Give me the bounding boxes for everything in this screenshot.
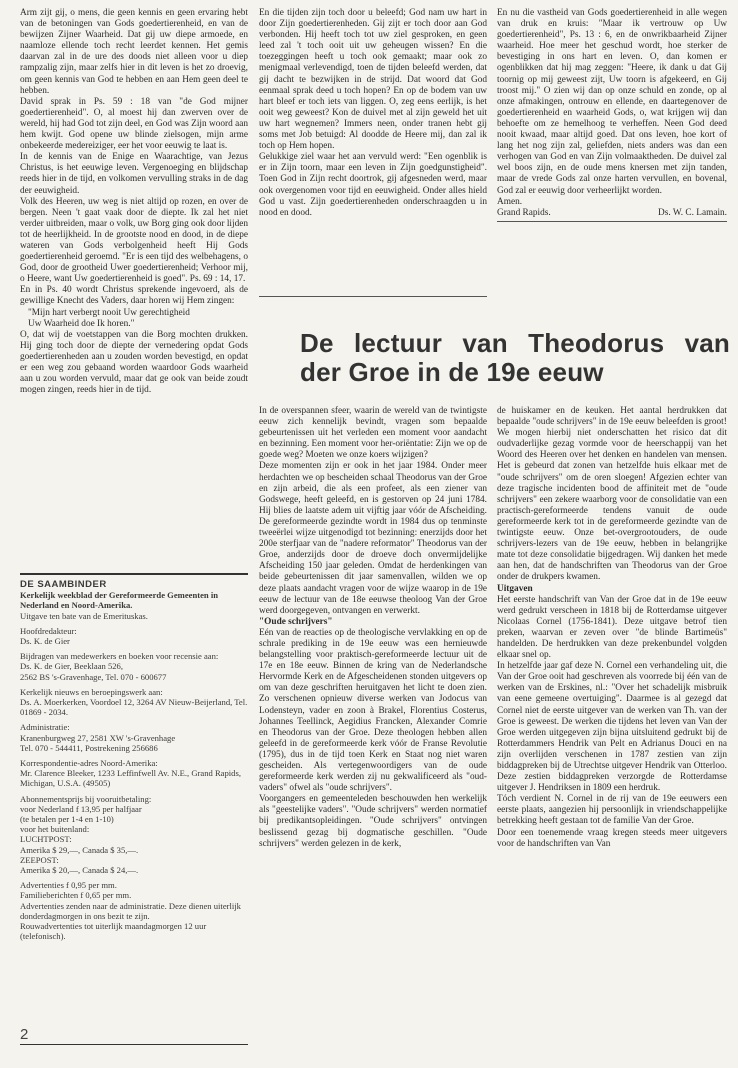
admin-phone: Tel. 070 - 544411, Postrekening 256686 [20,742,158,753]
paragraph: O, dat wij de voetstappen van die Borg mochten drukken. Hij ging toch door de diepte der vernedering opdat Gods goedertierenheden aan u zouden worden bevestigd, en opdat er een weg zou gebaand worden waardoor Gods waarheid aan u zou worden vervuld, maar dat ge ook van beide zoudt mogen zingen, reeds hier in de tijd. [20,329,248,396]
signature-author: Ds. W. C. Lamain. [658,207,727,218]
paragraph: Volk des Heeren, uw weg is niet altijd op rozen, en over de bergen. Neen 't gaat vaak door de diepte. Ik zal het niet verder uitbreiden, maar o volk, uw Borg ging ook door lijden tot de heerlijkheid. In de grootste nood en dood, in de diepe wateren van Gods verbolgenheid heeft Hij Gods goedertierenheid geroemd. "Er is een tijd des welbehagens, o God, door de grootheid Uwer goedertierenheid; Verhoor mij, o Heere, want Uw goedertierenheid is goed". Ps. 69 : 14, 17. [20,196,248,285]
psalm-quote-line: Uw Waarheid doe Ik horen." [28,318,135,329]
publication-benefit: Uitgave ten bate van de Emerituskas. [20,610,148,621]
editor-name: Ds. K. de Gier [20,636,70,647]
contrib-address: 2562 BS 's-Gravenhage, Tel. 070 - 600677 [20,671,167,682]
headline-line-1: De lectuur van Theodorus van [300,328,730,358]
subscription-line: voor het buitenland: [20,824,90,835]
colophon-box [20,573,248,1045]
headline-line-2: der Groe in de 19e eeuw [300,357,604,387]
article-column-left [259,406,487,1060]
subscription-line: ZEEPOST: [20,854,59,865]
admin-address: Kranenburgweg 27, 2581 XW 's-Gravenhage [20,732,176,743]
paragraph: En in Ps. 40 wordt Christus sprekende ingevoerd, als de gewillige Knecht des Vaders, daar horen wij Hem zingen: [20,285,248,307]
paragraph: In hetzelfde jaar gaf deze N. Cornel een verhandeling uit, die Van der Groe ooit had geschreven als voorrede bij één van de werken van de Erskines, nl.: "Over het schadelijk misbruik van eene gemeene overtuiging". Daarmee is al gezegd dat Cornel niet de eerste uitgever van de werken van Th. van der Groe is geweest. De werken die tijdens het leven van Van der Groe werden uitgegeven zijn bijna uitsluitend gedrukt bij de Rotterdammers Hendrik van Pelt en Adrianus Douci en na zijn overlijden verschenen in 1787 zestien van zijn biddagpreken bij de Utrechtse uitgever Hendrik van Otterloo. Deze zestien biddagpreken verzorgde de Rotterdamse uitgever J. Hendriksen in 1809 een herdruk. [497,661,727,794]
ads-instructions: Rouwadvertenties tot uiterlijk maandagmorgen 12 uur (telefonisch). [20,921,207,942]
paragraph: Tóch verdient N. Cornel in de rij van de 19e eeuwers een eerste plaats, aangezien hij persoonlijk in vriendschappelijke betrekking heeft gestaan tot de familie Van der Groe. [497,794,727,827]
section-heading: Uitgaven [497,583,533,594]
paragraph: Deze momenten zijn er ook in het jaar 1984. Onder meer herdachten we op bescheiden schaal Theodorus van der Groe en zijn arbeid, die als een profeet, als een ziener van Godswege, heeft geleefd, en is gestorven op 24 juni 1784. Hij blies de laatste adem uit vijftig jaar vóór de Afscheiding. De gereformeerde gezindte wordt in 1984 dus op tenminste tweeërlei wijze uitgenodigd tot bezinning: enerzijds door het 200e sterfjaar van de "nadere reformator" Theodorus van der Groe, anderzijds door de droeve doch onvermijdelijke Afscheiding 150 jaar geleden. Omdat de herdenkingen van beide gebeurtenissen dit jaar samenvallen, wilden we op deze plaats aandacht vragen voor de wijze waarop in de 19e eeuw de lectuur van de 18e eeuwse theoloog Van der Groe werd doorgegeven, ontvangen en verwerkt. [259,461,487,616]
paragraph: Het eerste handschrift van Van der Groe dat in de 19e eeuw werd gedrukt verscheen in 1818 bij de Rotterdamse uitgever Nicolaas Cornel (1756-1841). Deze uitgave betrof tien preken, waarvan er zeven over "de blinde Bartimeüs" handelden. De herdrukken van deze prekenbundel volgden elkaar snel op. [497,594,727,661]
ads-rate: Familieberichten f 0,65 per mm. [20,890,132,901]
subscription-label: Abonnementsprijs bij vooruitbetaling: [20,793,152,804]
subscription-line: LUCHTPOST: [20,834,72,845]
publication-subtitle: Kerkelijk weekblad der Gereformeerde Gemeenten in Nederland en Noord-Amerika. [20,590,219,611]
article-headline [300,329,730,387]
paragraph: David sprak in Ps. 59 : 18 van "de God mijner goedertierenheid". O, al moest hij dan zwerven over de wereld, hij had God tot zijn deel, en God was Zijn woord aan hem kwijt. God opene uw blinde zielsogen, mijn arme onbekeerde medereiziger, eer het voor eeuwig te laat is. [20,96,248,152]
paragraph: In de kennis van de Enige en Waarachtige, van Jezus Christus, is het eeuwige leven. Vergenoeging en blijdschap reeds hier in de tijd, en volkomen vervulling straks in de dag der eeuwigheid. [20,152,248,196]
article-column-right [497,406,727,1060]
admin-label: Administratie: [20,722,70,733]
sermon-column-middle [259,8,487,296]
na-label: Korrespondentie-adres Noord-Amerika: [20,758,158,769]
na-address: Mr. Clarence Bleeker, 1233 Leffinfwell Av. N.E., Grand Rapids, Michigan, U.S.A. (49505) [20,768,241,789]
contrib-label: Bijdragen van medewerkers en boeken voor recensie aan: [20,651,219,662]
paragraph: Voorgangers en gemeenteleden beschouwden hen werkelijk als "geestelijke vaders". "Oude schrijvers" werden normatief bij predikantsopleidingen. "Oude schrijvers" ontvingen beslissend gezag bij dogmatische geschillen. "Oude schrijvers" werden gelezen in de kerk, [259,794,487,849]
subscription-line: Amerika $ 29,—, Canada $ 35,—. [20,844,139,855]
paragraph: Arm zijt gij, o mens, die geen kennis en geen ervaring hebt van de betoningen van Gods goedertierenheid, en van de bewijzen Zijner Waarheid. Dat gij uw diepe armoede, en naamloze ellende toch recht leerdet kennen. Het gemis daarvan zal in de ure des doods niet alleen voor u diep rampzalig zijn, maar zelfs hier in dit leven is het zo droevig, om geen kennis van God te hebben en aan Hem geen deel te hebben. [20,8,248,96]
signature-place: Grand Rapids. [497,207,551,218]
paragraph: Eén van de reacties op de theologische vervlakking en op de schrale prediking in de 19e eeuw was een hernieuwde belangstelling voor praktisch-gereformeerde lectuur uit de 17e en 18e eeuw. Binnen de kring van de Nederlandsche Hervormde Kerk en de Afgescheidenen stonden uitgevers op om van deze geschriften heruitgaven het licht te doen zien. Zo verschenen opnieuw diverse werken van Jodocus van Lodensteyn, vader en zoon à Brakel, Florentius Costerus, Johannes Teellinck, Aegidius Francken, Alexander Comrie en Theodorus van der Groe. Deze theologen hebben allen geleefd in de gereformeerde kerk vóór de Franse Revolutie (1795), dus in de tijd toen Kerk en Staat nog niet waren gescheiden. Als vertegenwoordigers van de oude gereformeerde kerk werden zij nu gekwalificeerd als "oud-vaders" ofwel als "oude schrijvers". [259,627,487,794]
subscription-line: (te betalen per 1-4 en 1-10) [20,814,114,825]
news-label: Kerkelijk nieuws en beroepingswerk aan: [20,686,163,697]
divider [259,296,487,297]
contrib-address: Ds. K. de Gier, Beeklaan 526, [20,661,123,672]
paragraph: We mogen hierbij niet onderschatten het risico dat dit oudvaderlijke gezag vormde voor de heerschappij van het Woord des Heeren over het denken en handelen van mensen. Het is gebeurd dat zonen van hetzelfde huis elkaar met de "oude schrijvers" om de oren sloegen! Afgezien echter van deze tragische incidenten bood de affiniteit met de "oude schrijvers" een zekere waarborg voor de consolidatie van een practisch-gereformeerde tendens vanuit de oude gereformeerde kerk tot in de gereformeerde gezindte van de twintigste eeuw. Onze bet-overgrootouders, de oude schrijvers-lezers van de 19e eeuw, hebben in belangrijke mate tot deze consolidatie bijgedragen. Wij danken het mede aan hen, dat de handschriften van Theodorus van der Groe onder de drukpers kwamen. [497,428,727,583]
paragraph: En die tijden zijn toch door u beleefd; God nam uw hart in door Zijn goedertierenheden. Gij zijt er toch door aan God verbonden. Hij heeft toch tot uw ziel gesproken, en geen leed zal 't toch ooit uit uw geheugen wissen? En die toezeggingen heeft u toch ook gemaakt; maar ook zo menigmaal verlevendigd, toen de tijden beleefd werden, dat gij dacht te bezwijken in de strijd. Dat woord dat God eenmaal sprak deed u toch hopen? En op de bodem van uw hart bleef er toch iets van liggen. O, zeg eens eerlijk, is het ooit weg geweest? Kon de duivel met al zijn geweld het uit uw hart wegnemen? Immers neen, onder tranen hebt gij soms met Job betuigd: Al doodde de Heere mij, dan zal ik toch op Hem hopen. [259,8,487,152]
signature-line [497,208,727,222]
paragraph: Door een toenemende vraag kregen steeds meer uitgevers voor de handschriften van Van [497,827,727,849]
sermon-column-left [20,8,248,570]
news-address: Ds. A. Moerkerken, Voordoel 12, 3264 AV Nieuw-Beijerland, Tel. 01869 - 2034. [20,697,248,718]
paragraph: de huiskamer en de keuken. Het aantal herdrukken dat bepaalde "oude schrijvers" in de 19e eeuw beleefden is groot! [497,406,727,428]
sermon-column-right [497,8,727,296]
editor-label: Hoofdredakteur: [20,625,77,636]
paragraph: In de overspannen sfeer, waarin de wereld van de twintigste eeuw zich kennelijk bevindt, vragen som bepaalde gebeurtenissen uit het verleden een moment voor aandacht en bezinning. Een moment voor her-oriëntatie: Zijn we op de goede weg? Moeten we onze koers wijzigen? [259,406,487,461]
psalm-quote-line: "Mijn hart verbergt nooit Uw gerechtigheid [28,307,190,318]
paragraph: Amen. [497,196,523,207]
page-number: 2 [20,1026,29,1043]
subscription-line: Amerika $ 20,—, Canada $ 24,—. [20,865,139,876]
paragraph: Gelukkige ziel waar het aan vervuld werd: "Een ogenblik is er in Zijn toorn, maar een leven in Zijn goedgunstigheid". Toen God in Zijn recht doortrok, gij afgesneden werd, maar ook overgenomen voor tijd en eeuwigheid. Onder alles hield God u vast. Zijn goedertierenheden onderschraagden u in nood en dood. [259,152,487,218]
ads-instructions: Advertenties zenden naar de administratie. Deze dienen uiterlijk donderdagmorgen in ons bezit te zijn. [20,900,241,921]
ads-rate: Advertenties f 0,95 per mm. [20,880,117,891]
section-heading: "Oude schrijvers" [259,616,333,627]
subscription-line: voor Nederland f 13,95 per halfjaar [20,803,142,814]
paragraph: En nu die vastheid van Gods goedertierenheid in alle wegen van druk en kruis: "Maar ik vertrouw op Uw goedertierenheid", Ps. 13 : 6, en de onwrikbaarheid Zijner waarheid. Hoe meer het geschud wordt, hoe sterker de bevestiging in ons hart en leven. O, dan komen er ogenblikken dat hij mag zeggen: "Heere, ik dank u dat Gij toornig op mij geweest zijt, Uw toorn is afgekeerd, en Gij troost mij." O zien wij dan op onze schuld en zonde, op al onze afmakingen, ontrouw en ellende, en daartegenover de goedertierenheid en waarheid Gods, o, wat krijgen wij dan behoefte om ze hemelhoog te verheffen. Neen God deed nooit kwaad, maar altijd goed. Dat ons leven, hoe kort of lang het nog zijn zal, geliefden, niets anders was dan een verhogen van God en van Zijn volmaaktheden. De duivel zal wel boos zijn, en de oude mens knersen met zijn tanden, maar de vrede Gods zal onze harten vervullen, en bovenal, God zal er eeuwig door verheerlijkt worden. [497,8,727,196]
publication-name: DE SAAMBINDER [20,579,107,590]
